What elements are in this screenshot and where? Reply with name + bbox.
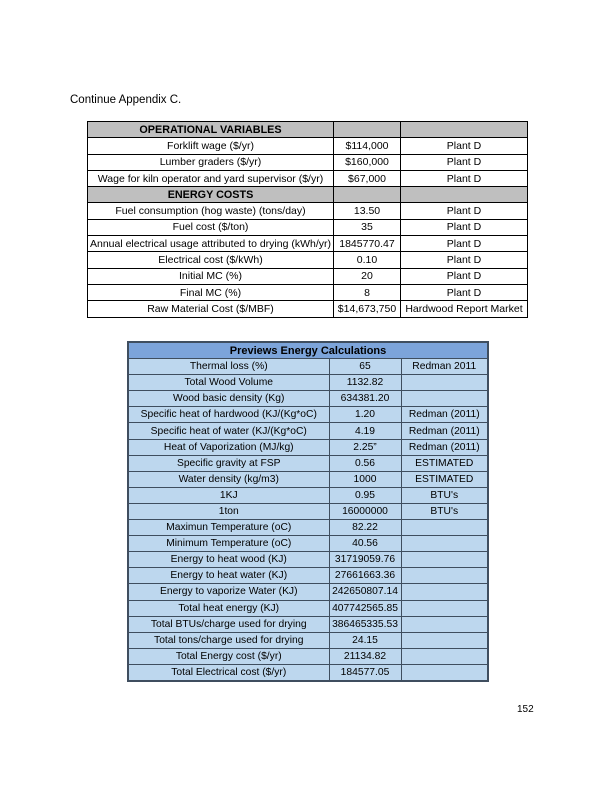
row-label: Forklift wage ($/yr) [88,138,334,154]
row-label: Electrical cost ($/kWh) [88,252,334,268]
row-label: Total Energy cost ($/yr) [128,648,329,664]
table-row [128,503,488,519]
row-value: 31719059.76 [329,552,401,568]
row-label: Final MC (%) [88,284,334,300]
row-label: 1KJ [128,487,329,503]
row-source: Redman (2011) [401,407,488,423]
table-row [88,301,528,317]
section-header-cell [334,187,401,203]
row-source: Plant D [401,154,528,170]
row-source: Plant D [401,252,528,268]
table-row [128,648,488,664]
operational-energy-table-body [88,122,528,318]
table-row [128,616,488,632]
row-value: 0.56 [329,455,401,471]
row-source: Plant D [401,138,528,154]
section-header-label: OPERATIONAL VARIABLES [88,122,334,138]
section-header-cell [401,187,528,203]
row-label: Total heat energy (KJ) [128,600,329,616]
row-value: 20 [334,268,401,284]
row-label: 1ton [128,503,329,519]
row-label: Heat of Vaporization (MJ/kg) [128,439,329,455]
row-source: BTU's [401,487,488,503]
table-row [128,536,488,552]
row-value: 1.20 [329,407,401,423]
row-source: Plant D [401,203,528,219]
table-row [88,236,528,252]
section-header-row [88,122,528,138]
row-source: ESTIMATED [401,471,488,487]
row-label: Raw Material Cost ($/MBF) [88,301,334,317]
table-row [88,252,528,268]
table-title: Previews Energy Calculations [128,342,488,359]
table-row [88,284,528,300]
row-value: 40.56 [329,536,401,552]
page-heading: Continue Appendix C. [70,94,182,106]
table-row [128,391,488,407]
row-value: 386465335.53 [329,616,401,632]
row-label: Minimum Temperature (oC) [128,536,329,552]
row-value: 2.25” [329,439,401,455]
row-source [401,391,488,407]
row-source: Redman (2011) [401,423,488,439]
row-value: 242650807.14 [329,584,401,600]
table-row [88,203,528,219]
row-source [401,648,488,664]
row-source [401,375,488,391]
row-source: Plant D [401,170,528,186]
table-row [128,600,488,616]
table-row [128,487,488,503]
table-row [128,375,488,391]
row-label: Energy to heat water (KJ) [128,568,329,584]
table-row [128,439,488,455]
row-source [401,536,488,552]
table-row [128,568,488,584]
row-label: Specific heat of hardwood (KJ/(Kg*oC) [128,407,329,423]
table-row [128,455,488,471]
row-value: 0.10 [334,252,401,268]
row-source [401,520,488,536]
row-value: 21134.82 [329,648,401,664]
row-source: Redman (2011) [401,439,488,455]
energy-calculations-table [127,341,489,682]
row-value: 65 [329,359,401,375]
row-value: 82.22 [329,520,401,536]
row-source: ESTIMATED [401,455,488,471]
row-value: 407742565.85 [329,600,401,616]
table-row [128,359,488,375]
section-header-cell [334,122,401,138]
row-label: Total tons/charge used for drying [128,632,329,648]
table-row [128,423,488,439]
row-value: 35 [334,219,401,235]
row-value: 184577.05 [329,664,401,681]
row-label: Initial MC (%) [88,268,334,284]
row-source: Redman 2011 [401,359,488,375]
row-label: Wage for kiln operator and yard supervisor ($/yr) [88,170,334,186]
row-value: 1000 [329,471,401,487]
page-number: 152 [517,704,534,715]
row-value: $67,000 [334,170,401,186]
row-source: Plant D [401,284,528,300]
table-row [88,138,528,154]
row-label: Thermal loss (%) [128,359,329,375]
table-row [128,520,488,536]
row-label: Total Electrical cost ($/yr) [128,664,329,681]
row-value: 4.19 [329,423,401,439]
row-source [401,584,488,600]
table-row [128,552,488,568]
row-label: Energy to vaporize Water (KJ) [128,584,329,600]
row-label: Wood basic density (Kg) [128,391,329,407]
table-row [88,219,528,235]
row-label: Maximun Temperature (oC) [128,520,329,536]
section-header-row [88,187,528,203]
table-row [128,471,488,487]
table-row [128,632,488,648]
row-label: Fuel cost ($/ton) [88,219,334,235]
row-source: BTU's [401,503,488,519]
row-source: Plant D [401,236,528,252]
row-source [401,664,488,681]
row-source: Plant D [401,268,528,284]
table-row [128,584,488,600]
row-source [401,568,488,584]
row-value: 16000000 [329,503,401,519]
table-title-row [128,342,488,359]
row-value: 24.15 [329,632,401,648]
operational-energy-table [87,121,528,318]
row-value: 27661663.36 [329,568,401,584]
table-row [128,664,488,681]
row-source: Plant D [401,219,528,235]
row-label: Total BTUs/charge used for drying [128,616,329,632]
section-header-label: ENERGY COSTS [88,187,334,203]
table-row [128,407,488,423]
section-header-cell [401,122,528,138]
row-value: 634381.20 [329,391,401,407]
row-label: Specific gravity at FSP [128,455,329,471]
table-row [88,268,528,284]
row-value: 1845770.47 [334,236,401,252]
row-value: $160,000 [334,154,401,170]
row-source [401,632,488,648]
table-row [88,170,528,186]
row-label: Energy to heat wood (KJ) [128,552,329,568]
row-value: 0.95 [329,487,401,503]
row-value: 8 [334,284,401,300]
row-label: Specific heat of water (KJ/(Kg*oC) [128,423,329,439]
row-label: Fuel consumption (hog waste) (tons/day) [88,203,334,219]
row-value: $14,673,750 [334,301,401,317]
row-value: $114,000 [334,138,401,154]
table-row [88,154,528,170]
energy-calculations-table-body [128,342,488,681]
row-label: Water density (kg/m3) [128,471,329,487]
row-label: Total Wood Volume [128,375,329,391]
row-source: Hardwood Report Market [401,301,528,317]
row-value: 1132.82 [329,375,401,391]
row-label: Annual electrical usage attributed to drying (kWh/yr) [88,236,334,252]
row-source [401,600,488,616]
row-source [401,616,488,632]
row-source [401,552,488,568]
row-label: Lumber graders ($/yr) [88,154,334,170]
row-value: 13.50 [334,203,401,219]
